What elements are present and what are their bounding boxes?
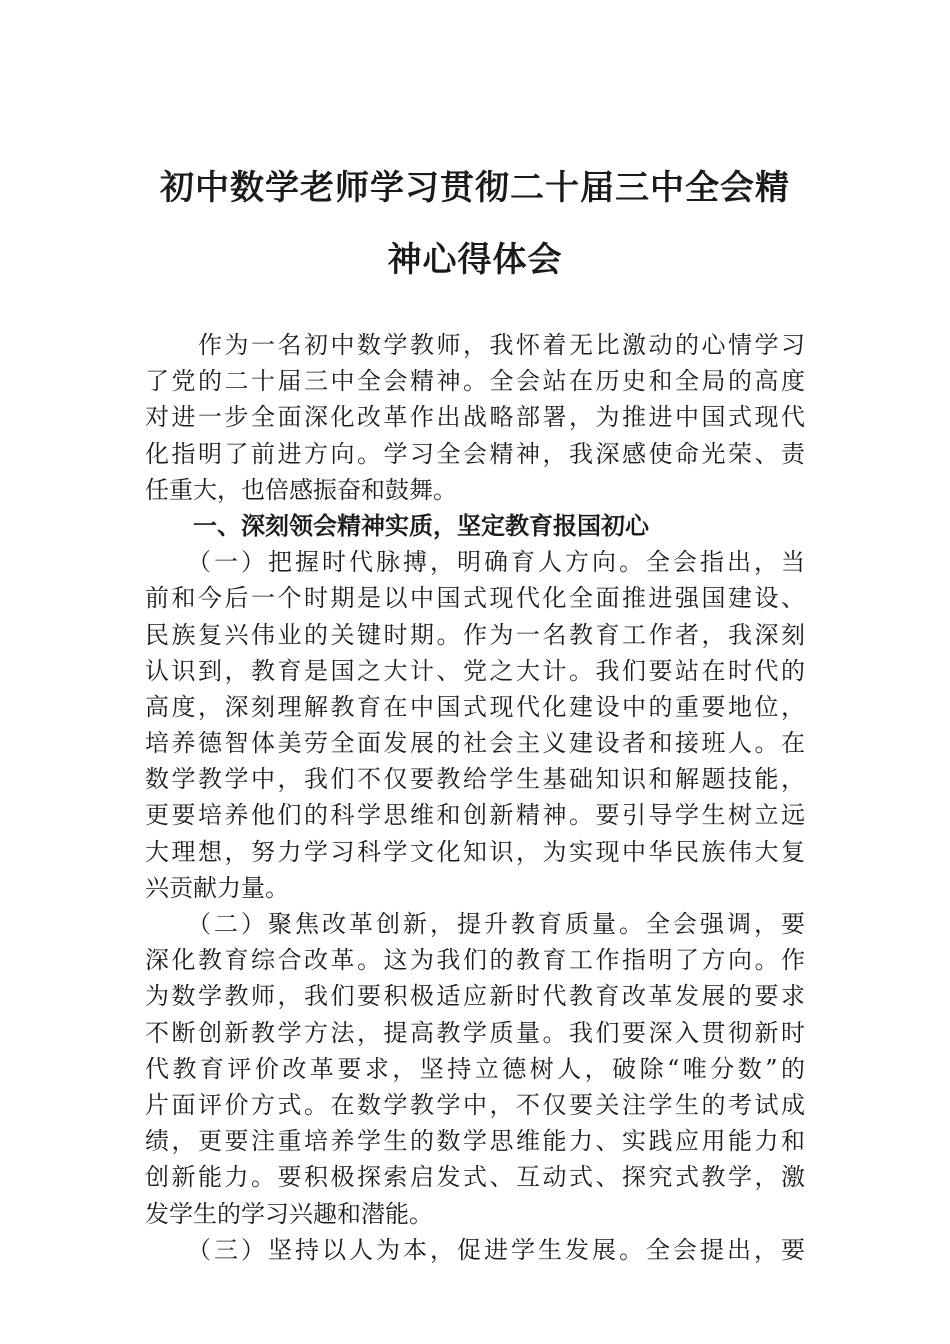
text-line: 作为一名初中数学教师，我怀着无比激动的心情学习 — [145, 331, 805, 359]
text-line: 为数学教师，我们要积极适应新时代教育改革发展的要求 — [145, 982, 805, 1011]
text-line: 任重大，也倍感振奋和鼓舞。 — [145, 475, 457, 504]
text-line: 代教育评价改革要求，坚持立德树人，破除“唯分数”的 — [145, 1054, 805, 1083]
text-line: 大理想，努力学习科学文化知识，为实现中华民族伟大复 — [145, 837, 805, 866]
text-line: 高度，深刻理解教育在中国式现代化建设中的重要地位， — [145, 692, 805, 721]
text-line: 发学生的学习兴趣和潜能。 — [145, 1199, 433, 1228]
text-line: 深化教育综合改革。这为我们的教育工作指明了方向。作 — [145, 946, 805, 975]
document-title — [0, 158, 950, 290]
text-line: （二）聚焦改革创新，提升教育质量。全会强调，要 — [145, 910, 805, 938]
text-line: （一）把握时代脉搏，明确育人方向。全会指出，当 — [145, 548, 805, 577]
text-line: 绩，更要注重培养学生的数学思维能力、实践应用能力和 — [145, 1127, 805, 1156]
text-line: 数学教学中，我们不仅要教给学生基础知识和解题技能， — [145, 765, 805, 794]
intro-paragraph — [145, 327, 805, 508]
subsection-paragraph-2 — [145, 906, 805, 1232]
text-line: 创新能力。要积极探索启发式、互动式、探究式教学，激 — [145, 1163, 805, 1192]
text-line: 培养德智体美劳全面发展的社会主义建设者和接班人。在 — [145, 729, 805, 758]
title-line-2: 神心得体会 — [387, 240, 563, 280]
section-heading: 一、深刻领会精神实质，坚定教育报国初心 — [193, 511, 649, 540]
text-line: （三）坚持以人为本，促进学生发展。全会提出，要 — [145, 1235, 805, 1264]
text-line: 前和今后一个时期是以中国式现代化全面推进强国建设、 — [145, 584, 805, 613]
subsection-paragraph-1 — [145, 544, 805, 906]
document-body — [145, 327, 805, 1268]
text-line: 更要培养他们的科学思维和创新精神。要引导学生树立远 — [145, 801, 805, 830]
text-line: 对进一步全面深化改革作出战略部署，为推进中国式现代 — [145, 403, 805, 432]
text-line: 民族复兴伟业的关键时期。作为一名教育工作者，我深刻 — [145, 620, 805, 649]
text-line: 兴贡献力量。 — [145, 873, 289, 902]
text-line: 片面评价方式。在数学教学中，不仅要关注学生的考试成 — [145, 1090, 805, 1119]
subsection-paragraph-3 — [145, 1232, 805, 1268]
title-line-1: 初中数学老师学习贯彻二十届三中全会精 — [160, 168, 790, 208]
text-line: 化指明了前进方向。学习全会精神，我深感使命光荣、责 — [145, 439, 805, 468]
text-line: 认识到，教育是国之大计、党之大计。我们要站在时代的 — [145, 656, 805, 685]
text-line: 了党的二十届三中全会精神。全会站在历史和全局的高度 — [145, 367, 805, 396]
text-line: 不断创新教学方法，提高教学质量。我们要深入贯彻新时 — [145, 1018, 805, 1047]
